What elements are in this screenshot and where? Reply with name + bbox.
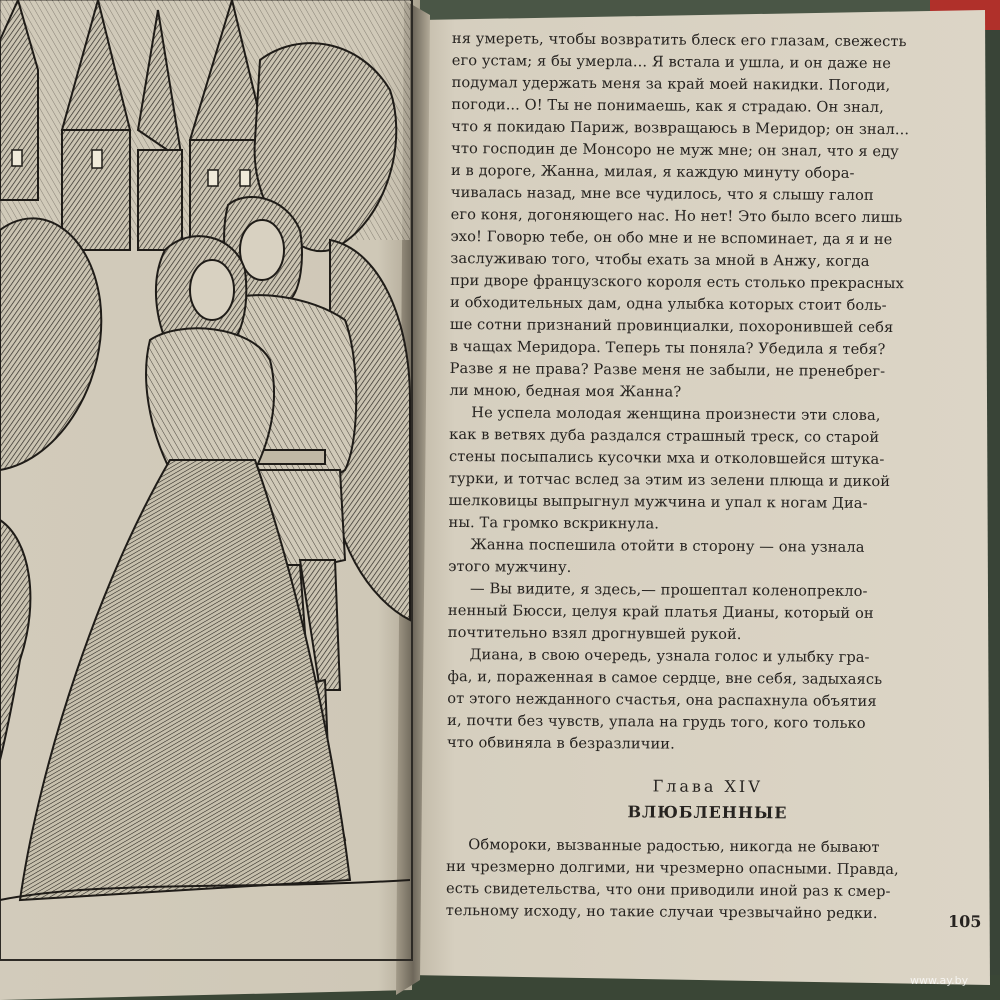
chapter-number: Глава XIV <box>652 776 763 797</box>
book-page-text <box>446 28 974 926</box>
chapter-title: ВЛЮБЛЕННЫЕ <box>627 802 788 823</box>
paragraph-diana: Диана, в свою очередь, узнала голос и улыбку гра- фа, и, пораженная в самое сердце, вне себя, задыхаясь от этого нежданного счастья, она распахнула объятия и, почти без чувств, упала на грудь того, кого только что обвиняла в безразличии. <box>446 646 883 753</box>
paragraph-bussy: — Вы видите, я здесь,— прошептал коленопрекло- ненный Бюсси, целуя край платья Дианы, который он почтительно взял дрогнувшей рукой. <box>447 580 874 644</box>
watermark: www.ay.by <box>910 974 969 987</box>
paragraph-jeanne: Жанна поспешила отойти в сторону — она узнала этого мужчину. <box>448 536 865 576</box>
paragraph-crack: Не успела молодая женщина произнести эти слова, как в ветвях дуба раздался страшный треск, со старой стены посыпались кусочки мха и отколовшейся штука- турки, и тотчас вслед за этим из зелени плюща и дикой шелковицы выпрыгнул мужчина и упал к ногам Диа- ны. Та громко вскрикнула. <box>448 404 891 533</box>
page-number: 105 <box>947 911 982 932</box>
chapter-first-paragraph: Обмороки, вызванные радостью, никогда не бывают ни чрезмерно долгими, ни чрезмерно опасными. Правда, есть свидетельства, что они приводили иной раз к смер- тельному исходу, но такие случаи чрезвычайно редки. <box>445 836 899 922</box>
paragraph-continued: ня умереть, чтобы возвратить блеск его глазам, свежесть его устам; я бы умерла... Я встала и ушла, и он даже не подумал удержать меня за край моей накидки. Погоди, погоди... О! Ты не понимаешь, как я страдаю. Он знал, что я покидаю Париж, возвращаюсь в Меридор; он знал... что господин де Монсоро не муж мне; он знал, что я еду и в дороге, Жанна, милая, я каждую минуту обора- чивалась назад, мне все чудилось, что я слышу галоп его коня, догоняющего нас. Но нет! Это было всего лишь эхо! Говорю тебе, он обо мне и не вспоминает, да я и не заслуживаю того, чтобы ехать за мной в Анжу, когда при дворе французского короля есть столько прекрасных и обходительных дам, одна улыбка которых стоит боль- ше сотни признаний провинциалки, похоронившей себя в чащах Меридора. Теперь ты поняла? Убедила я тебя? Разве я не права? Разве меня не забыли, не пренебрег- ли мною, бедная моя Жанна? <box>449 29 910 401</box>
